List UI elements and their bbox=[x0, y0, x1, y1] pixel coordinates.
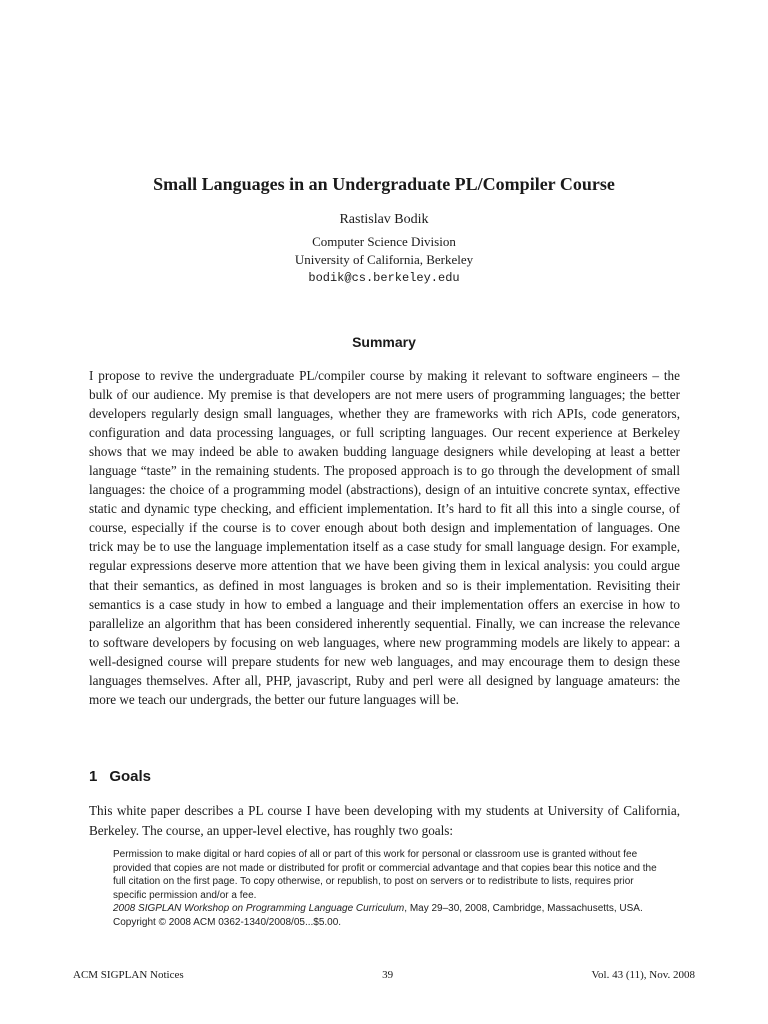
paper-title: Small Languages in an Undergraduate PL/Compiler Course bbox=[153, 174, 615, 194]
section-number: 1 bbox=[89, 768, 98, 785]
copyright-line: Copyright © 2008 ACM 0362-1340/2008/05...$5.00. bbox=[113, 916, 342, 928]
author-name: Rastislav Bodik bbox=[339, 212, 429, 227]
footer-journal: ACM SIGPLAN Notices bbox=[73, 969, 184, 981]
venue-name: 2008 SIGPLAN Workshop on Programming Language Curriculum bbox=[113, 903, 405, 914]
goals-body bbox=[89, 801, 680, 840]
section-title: Goals bbox=[109, 768, 152, 785]
section-heading-goals bbox=[89, 768, 151, 785]
permission-text: Permission to make digital or hard copies of all or part of this work for personal or classroom use is granted without fee provided that copies are not made or distributed for profit or commercial advantage and that copies bear this notice and the full citation on the first page. To copy otherwise, or republish, to post on servers or to redistribute to lists, requires prior specific permission and/or a fee. bbox=[113, 849, 657, 901]
goals-paragraph: This white paper describes a PL course I have been developing with my students at University of California, Berkeley. The course, an upper-level elective, has roughly two goals: bbox=[89, 803, 680, 838]
footer-page-number: 39 bbox=[382, 969, 394, 981]
permission-notice bbox=[113, 848, 668, 929]
author-email: bodik@cs.berkeley.edu bbox=[308, 271, 460, 285]
author-university: University of California, Berkeley bbox=[294, 252, 474, 267]
author-department: Computer Science Division bbox=[312, 234, 456, 249]
page-footer bbox=[73, 969, 695, 981]
summary-heading: Summary bbox=[352, 334, 416, 350]
venue-line bbox=[113, 902, 668, 916]
footer-volume: Vol. 43 (11), Nov. 2008 bbox=[591, 969, 695, 981]
summary-paragraph: I propose to revive the undergraduate PL/compiler course by making it relevant to software engineers – the bulk of our audience. My premise is that developers are not mere users of programming languages; the better developers regularly design small languages, whether they are frameworks with rich APIs, code generators, configuration and data processing languages, or full scripting languages. Our recent experience at Berkeley shows that we may indeed be able to awaken budding language designers while developing at least a better language “taste” in the remaining students. The proposed approach is to go through the development of small languages: the choice of a programming model (abstractions), design of an intuitive concrete syntax, effective static and dynamic type checking, and efficient implementation. It’s hard to fit all this into a single course, of course, especially if the course is to cover enough about both design and implementation of languages. One trick may be to use the language implementation itself as a case study for small language design. For example, regular expressions deserve more attention that we have been giving them in lexical analysis: you could argue that their semantics, as defined in most languages is broken and so is their implementation. Revisiting their semantics is a case study in how to embed a language and their implementation offers an exercise in how to parallelize an algorithm that has been considered inherently sequential. Finally, we can increase the relevance to software developers by focusing on web languages, where new programming models are likely to appear: a well-designed course will prepare students for new web languages, and may encourage them to design these languages themselves. After all, PHP, javascript, Ruby and perl were all designed by language amateurs: the more we teach our undergrads, the better our future languages will be. bbox=[89, 368, 680, 707]
venue-details: , May 29–30, 2008, Cambridge, Massachusetts, USA. bbox=[404, 903, 643, 914]
summary-body bbox=[89, 366, 680, 709]
